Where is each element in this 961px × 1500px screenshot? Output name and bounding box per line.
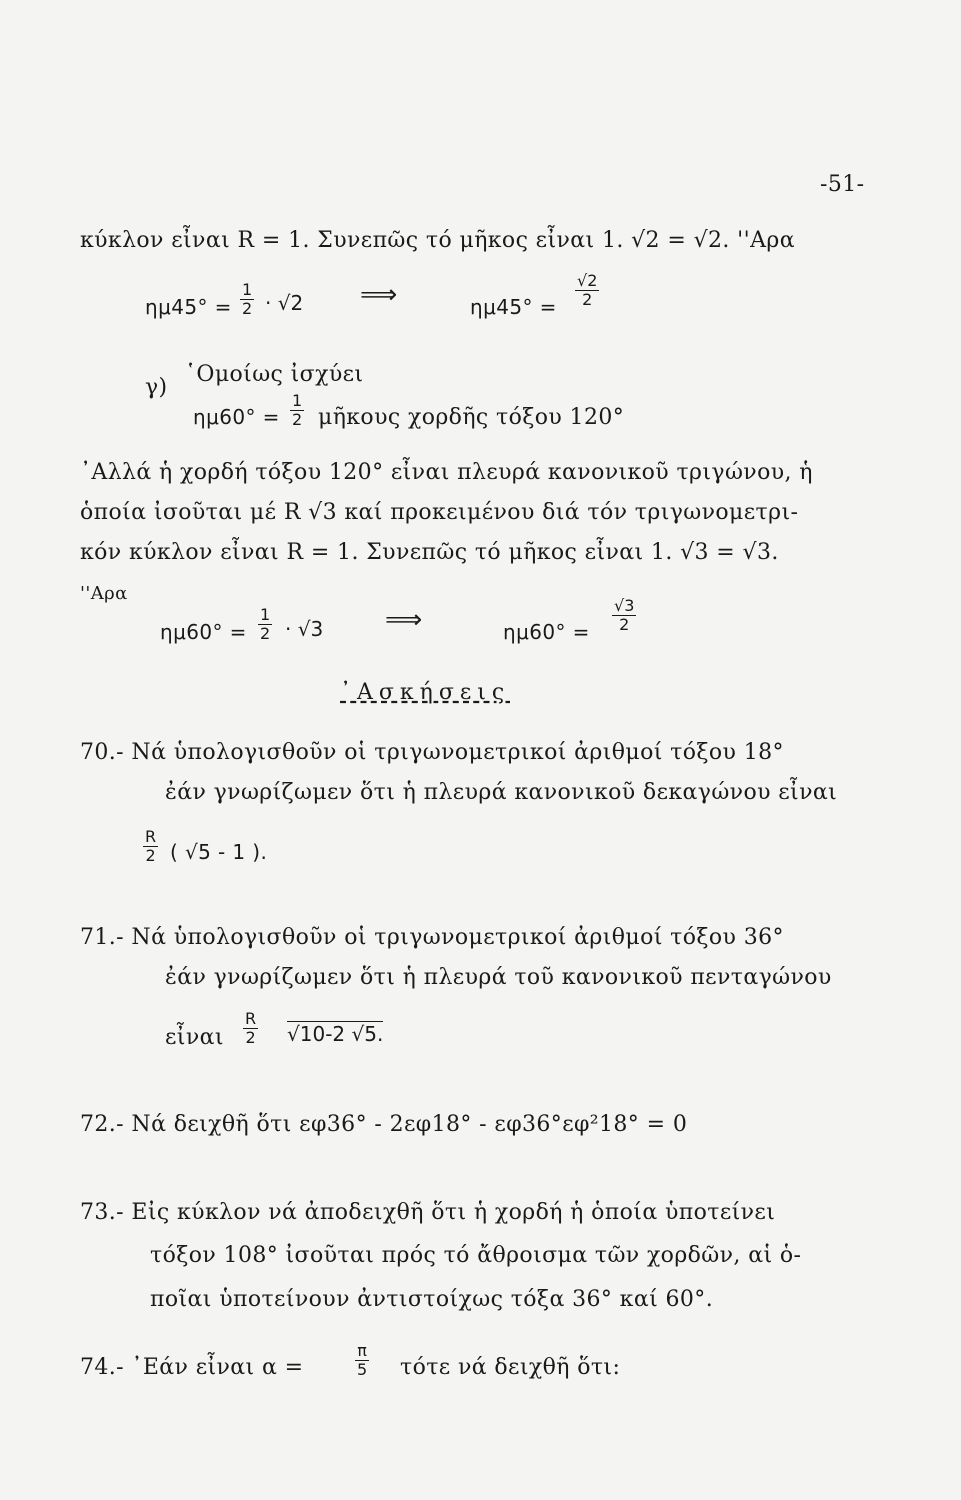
implies-arrow-icon: ⟹ [360,280,398,310]
eq45-numerator: 1 [242,280,253,299]
exercise-71-fraction [243,1010,258,1047]
gamma-text: ῾Ομοίως ἰσχύει [185,362,364,387]
eq60-left: ημ60° = [193,405,280,429]
eq60-denominator: 2 [292,410,303,429]
exercise-71-sqrt: √10-2 √5. [287,1022,384,1046]
eq45-right-denominator: 2 [582,290,593,309]
exercise-70-fraction [143,828,158,865]
exercise-71-einai: εἶναι [165,1025,224,1050]
exercise-71-line1: 71.- Νά ὑπολογισθοῦν οἱ τριγωνομετρικοί ἀριθμοί τόξου 36° [80,925,784,950]
intro-line: κύκλον εἶναι R = 1. Συνεπῶς τό μῆκος εἶναι 1. √2 = √2. ''Αρα [80,228,795,253]
exercise-73-line1: 73.- Εἰς κύκλον νά ἀποδειχθῆ ὅτι ἡ χορδή ἡ ὁποία ὑποτείνει [80,1200,776,1225]
exercise-74-fraction [355,1342,369,1379]
gamma-label: γ) [145,375,168,400]
eq60b-denominator: 2 [260,624,271,643]
eq45-denominator: 2 [242,299,253,318]
body-line-c: κόν κύκλον εἶναι R = 1. Συνεπῶς τό μῆκος εἶναι 1. √3 = √3. [80,540,779,565]
eq45-sqrt: · √2 [265,291,304,315]
eq45-right: ημ45° = [470,295,557,319]
eq60b-fraction [258,606,272,643]
eq60b-right-denominator: 2 [619,615,630,634]
exercise-74-denominator: 5 [357,1360,368,1379]
exercise-74-left: 74.- ᾿Εάν εἶναι α = [80,1355,304,1380]
eq45-right-fraction [575,272,599,309]
ara-label: ''Αρα [80,583,128,604]
exercise-71-line2: ἐάν γνωρίζωμεν ὅτι ἡ πλευρά τοῦ κανονικοῦ πενταγώνου [165,965,832,990]
exercise-70-numerator: R [145,827,157,846]
exercise-74-numerator: π [355,1342,369,1361]
exercise-72: 72.- Νά δειχθῆ ὅτι εφ36° - 2εφ18° - εφ36°εφ²18° = 0 [80,1112,688,1137]
body-line-a: ᾿Αλλά ἡ χορδή τόξου 120° εἶναι πλευρά κανονικοῦ τριγώνου, ἡ [80,460,813,485]
eq60b-right-fraction [612,597,636,634]
exercise-74-rest: τότε νά δειχθῆ ὅτι: [400,1355,621,1380]
exercise-71-denominator: 2 [245,1028,256,1047]
eq60-rest: μῆκους χορδῆς τόξου 120° [318,405,625,430]
body-line-b: ὁποία ἰσοῦται μέ R √3 καί προκειμένου διά τόν τριγωνομετρι- [80,500,799,525]
eq60b-right: ημ60° = [503,620,590,644]
exercise-73-line2: τόξον 108° ἰσοῦται πρός τό ἄθροισμα τῶν χορδῶν, αἱ ὁ- [150,1243,802,1268]
exercise-71-numerator: R [245,1009,257,1028]
eq60b-left: ημ60° = [160,620,247,644]
eq45-right-numerator: √2 [577,271,598,290]
eq60-numerator: 1 [292,391,303,410]
implies-arrow-2-icon: ⟹ [385,605,423,635]
eq60b-sqrt: · √3 [285,617,324,641]
exercise-73-line3: ποῖαι ὑποτείνουν ἀντιστοίχως τόξα 36° καί 60°. [150,1287,714,1312]
eq60-fraction [290,392,304,429]
section-heading: ᾿Ασκήσεις [340,680,511,705]
eq45-fraction [240,281,254,318]
exercise-70-denominator: 2 [145,846,156,865]
exercise-70-line1: 70.- Νά ὑπολογισθοῦν οἱ τριγωνομετρικοί ἀριθμοί τόξου 18° [80,740,784,765]
eq60b-numerator: 1 [260,605,271,624]
exercise-70-rest: ( √5 - 1 ). [170,840,268,864]
exercise-70-line2: ἐάν γνωρίζωμεν ὅτι ἡ πλευρά κανονικοῦ δεκαγώνου εἶναι [165,780,838,805]
eq45-left: ημ45° = [145,295,232,319]
page-number: -51- [820,172,865,197]
eq60b-right-numerator: √3 [614,596,635,615]
